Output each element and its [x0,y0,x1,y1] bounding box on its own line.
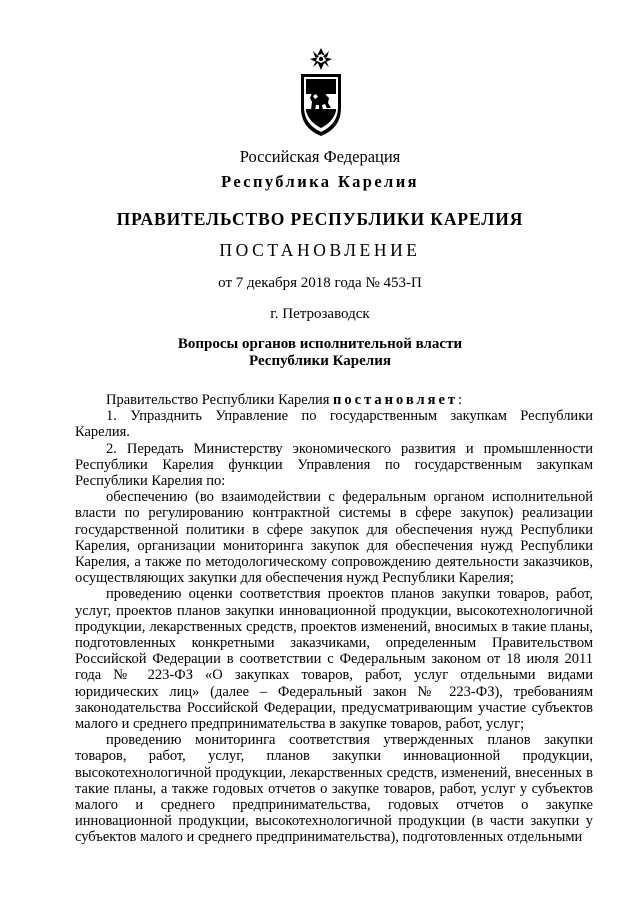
intro-prefix: Правительство Республики Карелия [106,392,334,408]
republic-heading: Республика Карелия [221,172,419,191]
paragraph-5: проведению мониторинга соответствия утвержденных планов закупки товаров, работ, услуг, планов закупки инновационной продукции, высокотехнологичной продукции, лекарственных средств, изменений, внесенных в такие планы, а также годовых отчетов о закупке товаров, работ, услуг у субъектов малого и среднего предпринимательства, годовых отчетов о закупке инновационной продукции, высокотехнологичной продукции (в части закупки у субъектов малого и среднего предпринимательства), подготовленных отдельными [75,732,593,846]
document-body [75,392,593,846]
intro-keyword: постановляет [333,392,459,408]
government-heading: ПРАВИТЕЛЬСТВО РЕСПУБЛИКИ КАРЕЛИЯ [116,209,524,229]
country-heading: Российская Федерация [239,147,401,166]
title-line-2: Республики Карелия [249,352,391,369]
star-icon [310,48,332,70]
coat-of-arms-of-karelia-icon [298,48,344,138]
intro-paragraph [75,392,593,408]
city: г. Петрозаводск [270,306,370,322]
document-type: ПОСТАНОВЛЕНИЕ [219,240,421,260]
title-line-1: Вопросы органов исполнительной власти [177,336,463,352]
paragraph-4: проведению оценки соответствия проектов планов закупки товаров, работ, услуг, проектов планов закупки инновационной продукции, высокотехнологичной продукции, лекарственных средств, проектов изменений, вносимых в такие планы, подготовленных конкретными заказчиками, определенным Правительством Российской Федерации в соответствии с Федеральным законом от 18 июля 2011 года № 223-ФЗ «О закупках товаров, работ, услуг отдельными видами юридических лиц» (далее – Федеральный закон № 223-ФЗ), требованиям законодательства Российской Федерации, предусматривающим участие субъектов малого и среднего предпринимательства в закупке товаров, работ, услуг; [75,586,593,733]
paragraph-2: 2. Передать Министерству экономического развития и промышленности Республики Карелия функции Управления по государственным закупкам Республики Карелия по: [75,440,593,490]
paragraph-1: 1. Упразднить Управление по государственным закупкам Республики Карелия. [75,408,593,441]
resolution-title [0,336,640,369]
paragraph-3: обеспечению (во взаимодействии с федеральным органом исполнительной власти по регулированию контрактной системы в сфере закупок) реализации государственной политики в сфере закупок для обеспечения нужд Республики Карелия, организации мониторинга закупок для обеспечения нужд Республики Карелия, а также по методологическому сопровождению деятельности заказчиков, осуществляющих закупки для обеспечения нужд Республики Карелия; [75,489,593,587]
intro-suffix: : [458,392,463,408]
date-and-number: от 7 декабря 2018 года № 453-П [218,275,422,291]
